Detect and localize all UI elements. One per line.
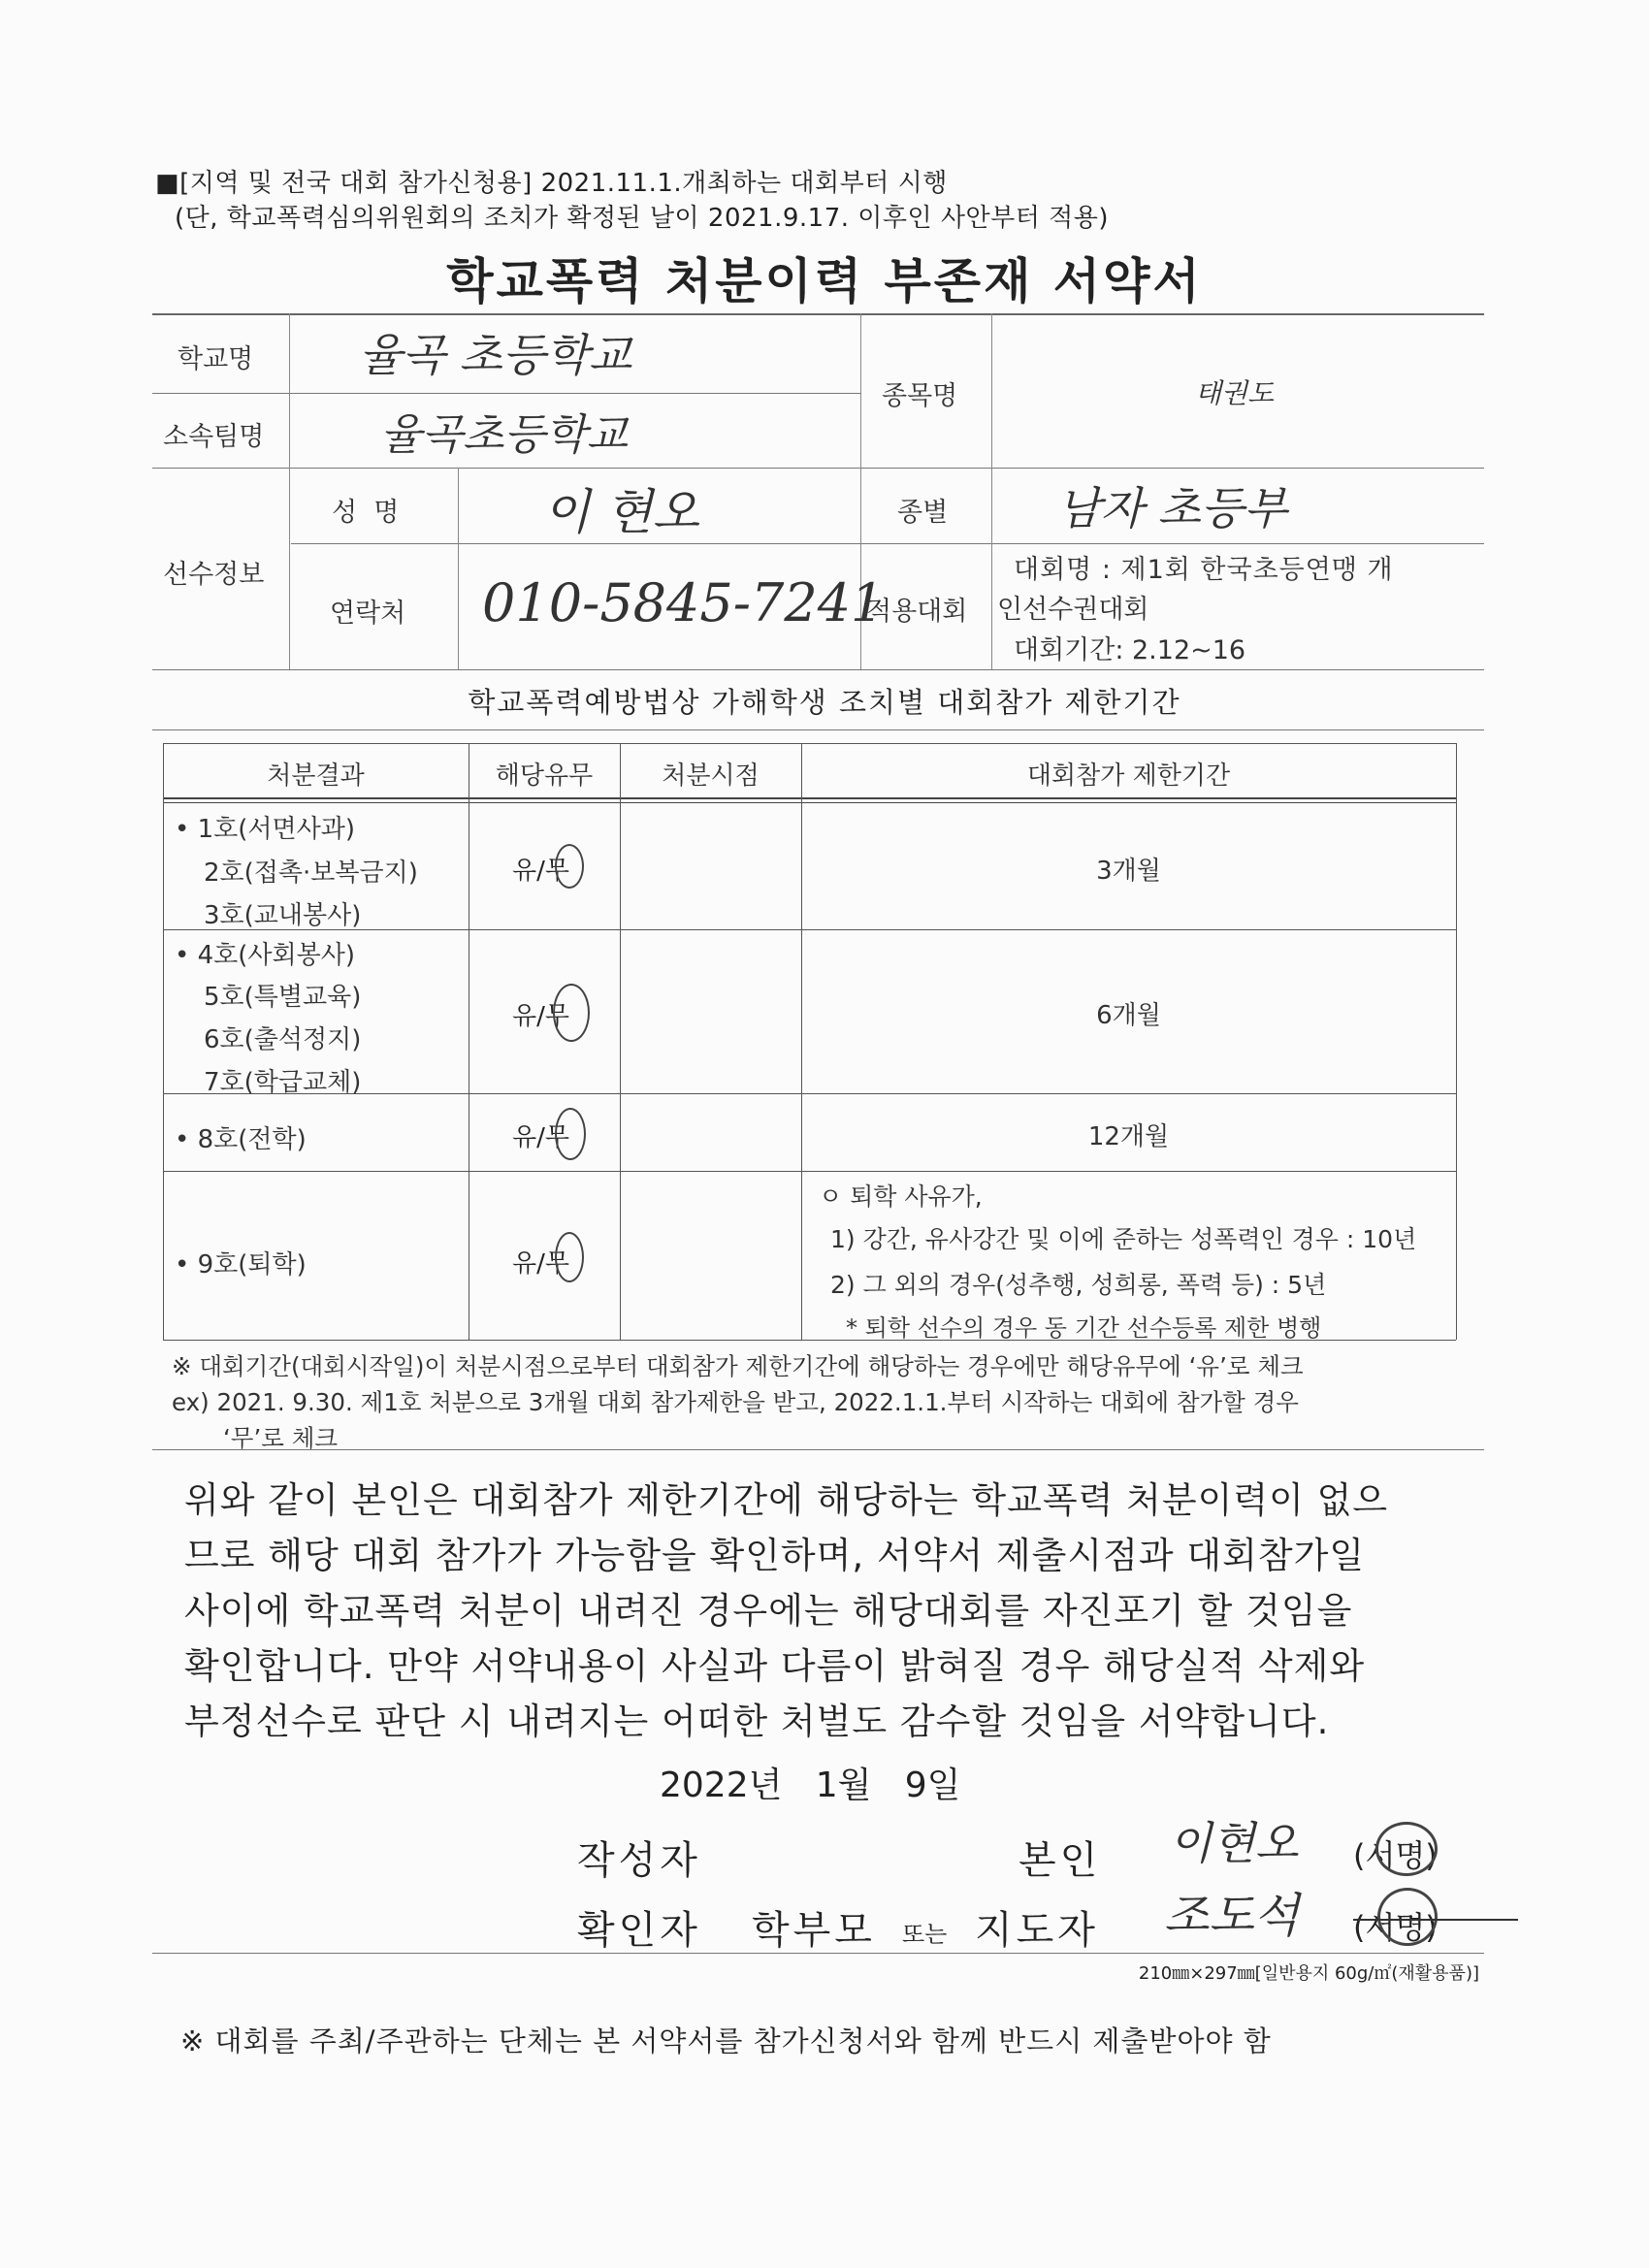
or-label: 또는 — [902, 1921, 948, 1948]
event-value: 태권도 — [1195, 377, 1275, 409]
pledge-line: 확인합니다. 만약 서약내용이 사실과 다름이 밝혀질 경우 해당실적 삭제와 — [184, 1645, 1366, 1687]
stamp-placeholder-2: (서명) — [1353, 1909, 1438, 1946]
parent-label: 학부모 — [752, 1908, 876, 1953]
section-title: 학교폭력예방법상 가해학생 조치별 대회참가 제한기간 — [468, 686, 1181, 719]
sanction-item: 5호(특별교육) — [204, 983, 362, 1012]
applicable-selector[interactable]: 유/무 — [512, 857, 569, 886]
sanction-item: 2호(접촉·보복금지) — [204, 859, 418, 888]
sanction-item: 6호(출석정지) — [204, 1025, 362, 1054]
stamp-placeholder-1: (서명) — [1353, 1837, 1438, 1874]
team-value: 율곡초등학교 — [380, 410, 629, 460]
sanction-item: 3호(교내봉사) — [204, 901, 362, 930]
school-value: 율곡 초등학교 — [359, 329, 632, 381]
confirmer-label: 확인자 — [577, 1908, 701, 1953]
note-line-3: ‘무’로 체크 — [223, 1424, 339, 1452]
category-value: 남자 초등부 — [1057, 482, 1287, 535]
table-header-applicable: 해당유무 — [495, 761, 594, 791]
notice-line-1: ■[지역 및 전국 대회 참가신청용] 2021.11.1.개최하는 대회부터 시행 — [155, 169, 948, 198]
expulsion-reason: ㅇ 퇴학 사유가, — [819, 1183, 983, 1211]
signature-scribble-mark — [1377, 1888, 1438, 1946]
pledge-line: 위와 같이 본인은 대회참가 제한기간에 해당하는 학교폭력 처분이력이 없으 — [184, 1479, 1389, 1521]
paper-spec: 210㎜×297㎜[일반용지 60g/㎡(재활용품)] — [1138, 1963, 1479, 1984]
player-info-label: 선수정보 — [163, 560, 265, 590]
sanction-item: • 9호(퇴학) — [175, 1250, 307, 1280]
pledge-line: 므로 해당 대회 참가가 가능함을 확인하며, 서약서 제출시점과 대회참가일 — [184, 1535, 1366, 1576]
applicable-selector[interactable]: 유/무 — [512, 1249, 569, 1279]
selection-circle-mark — [555, 1108, 586, 1160]
name-value: 이 현오 — [543, 484, 699, 540]
selection-circle-mark — [555, 1232, 584, 1282]
notice-line-2: (단, 학교폭력심의위원회의 조치가 확정된 날이 2021.9.17. 이후인 사안부터 적용) — [175, 204, 1110, 233]
self-label: 본인 — [1018, 1838, 1102, 1883]
note-line-2: ex) 2021. 9.30. 제1호 처분으로 3개월 대회 참가제한을 받고, 2022.1.1.부터 시작하는 대회에 참가할 경우 — [172, 1388, 1299, 1416]
category-label: 종별 — [897, 498, 949, 528]
expulsion-rule-2: 2) 그 외의 경우(성추행, 성희롱, 폭력 등) : 5년 — [830, 1271, 1327, 1299]
event-label: 종목명 — [882, 381, 958, 411]
competition-name-line2: 인선수권대회 — [997, 595, 1149, 625]
confirmer-signature: 조도석 — [1164, 1889, 1300, 1943]
applicable-selector[interactable]: 유/무 — [512, 1123, 569, 1152]
team-label: 소속팀명 — [163, 422, 265, 452]
table-header-time: 처분시점 — [662, 761, 760, 791]
sanction-item: • 8호(전학) — [175, 1125, 307, 1154]
sanction-item: • 4호(사회봉사) — [175, 941, 356, 970]
sanction-item: • 1호(서면사과) — [175, 815, 356, 844]
pledge-line: 사이에 학교폭력 처분이 내려진 경우에는 해당대회를 자진포기 할 것임을 — [184, 1590, 1353, 1632]
table-header-result: 처분결과 — [267, 761, 365, 791]
restriction-period: 3개월 — [1096, 857, 1161, 886]
footer-note: ※ 대회를 주최/주관하는 단체는 본 서약서를 참가신청서와 함께 반드시 제출받아야 함 — [180, 2025, 1272, 2057]
table-header-period: 대회참가 제한기간 — [1026, 761, 1231, 791]
name-label: 성 명 — [332, 498, 400, 528]
pledge-date: 2022년 1월 9일 — [660, 1766, 961, 1805]
contact-label: 연락처 — [330, 599, 406, 629]
contact-value: 010-5845-7241 — [482, 572, 885, 633]
signature-scribble-mark — [1375, 1822, 1438, 1876]
restriction-period: 6개월 — [1096, 1001, 1161, 1030]
expulsion-rule-1: 1) 강간, 유사강간 및 이에 준하는 성폭력인 경우 : 10년 — [830, 1225, 1417, 1253]
pledge-line: 부정선수로 판단 시 내려지는 어떠한 처벌도 감수할 것임을 서약합니다. — [184, 1701, 1330, 1742]
selection-circle-mark — [555, 844, 584, 889]
competition-name-line1: 대회명 : 제1회 한국초등연맹 개 — [1014, 555, 1394, 585]
school-label: 학교명 — [178, 344, 254, 374]
competition-period: 대회기간: 2.12~16 — [1014, 635, 1246, 665]
restriction-period: 12개월 — [1087, 1122, 1170, 1151]
document-title: 학교폭력 처분이력 부존재 서약서 — [446, 253, 1203, 309]
selection-circle-mark — [553, 984, 590, 1042]
expulsion-note: * 퇴학 선수의 경우 동 기간 선수등록 제한 병행 — [846, 1314, 1322, 1342]
leader-label: 지도자 — [975, 1908, 1099, 1953]
writer-signature: 이현오 — [1169, 1817, 1299, 1869]
sanction-item: 7호(학급교체) — [204, 1068, 362, 1097]
applicable-selector[interactable]: 유/무 — [512, 1002, 569, 1031]
competition-label: 적용대회 — [866, 597, 968, 627]
note-line-1: ※ 대회기간(대회시작일)이 처분시점으로부터 대회참가 제한기간에 해당하는 경우에만 해당유무에 ‘유’로 체크 — [172, 1352, 1304, 1380]
writer-label: 작성자 — [577, 1838, 701, 1883]
